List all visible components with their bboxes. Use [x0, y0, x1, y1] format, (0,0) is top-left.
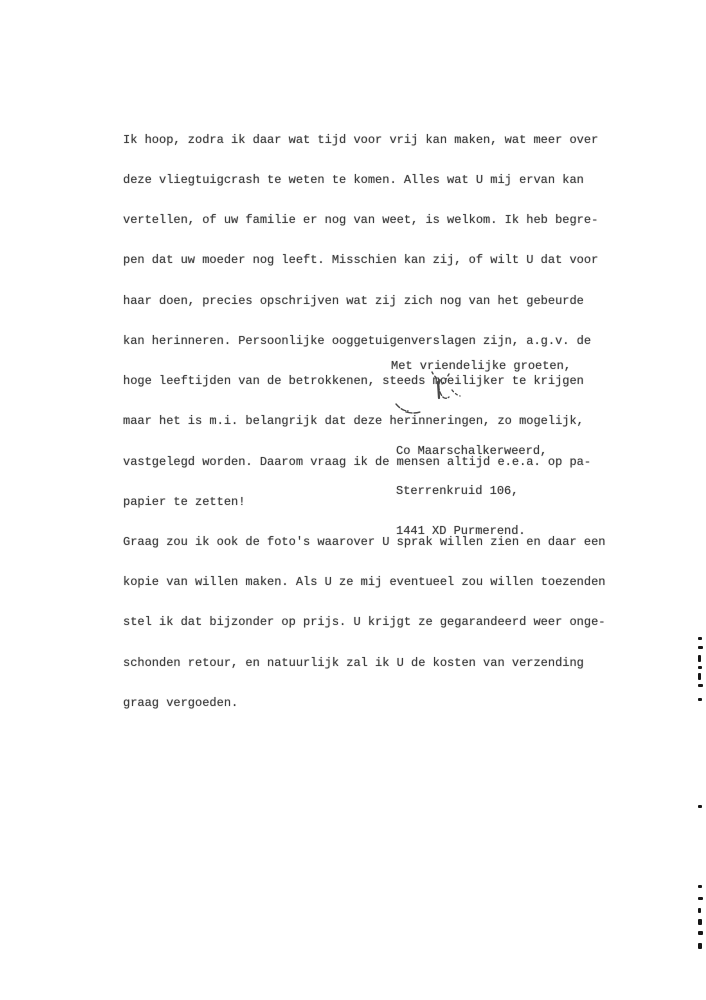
- sender-street: Sterrenkruid 106,: [396, 484, 519, 499]
- scan-artifact: [698, 655, 701, 662]
- body-line: Ik hoop, zodra ik daar wat tijd voor vrij kan maken, wat meer over: [123, 132, 599, 147]
- sender-address-block: [396, 418, 547, 565]
- body-line: deze vliegtuigcrash te weten te komen. Alles wat U mij ervan kan: [123, 173, 584, 188]
- closing-salutation: Met vriendelijke groeten,: [391, 359, 572, 373]
- body-line: kan herinneren. Persoonlijke ooggetuigenverslagen zijn, a.g.v. de: [123, 333, 592, 348]
- body-line: stel ik dat bijzonder op prijs. U krijgt ze gegarandeerd weer onge-: [123, 615, 606, 630]
- sender-name: Co Maarschalkerweerd,: [396, 443, 548, 458]
- body-line: papier te zetten!: [123, 494, 246, 509]
- scan-artifact: [698, 885, 702, 888]
- scan-artifact: [698, 637, 702, 640]
- scan-artifact: [698, 698, 702, 701]
- signature-mark: [394, 368, 474, 420]
- scan-artifact: [698, 646, 703, 649]
- sender-city: 1441 XD Purmerend.: [396, 524, 526, 539]
- body-line: Graag zou ik ook de foto's waarover U sprak willen zien en daar een: [123, 535, 606, 549]
- body-line: vastgelegd worden. Daarom vraag ik de mensen altijd e.e.a. op pa-: [123, 454, 592, 469]
- letter-body: [123, 107, 623, 737]
- scan-artifact: [698, 684, 703, 687]
- body-line: haar doen, precies opschrijven wat zij zich nog van het gebeurde: [123, 293, 584, 308]
- body-line: schonden retour, en natuurlijk zal ik U de kosten van verzending: [123, 655, 584, 670]
- body-line: kopie van willen maken. Als U ze mij eventueel zou willen toezenden: [123, 575, 606, 590]
- scan-artifact: [698, 908, 701, 913]
- scan-artifact: [698, 943, 702, 949]
- scan-artifact: [698, 805, 702, 808]
- scan-artifact: [698, 919, 702, 925]
- body-line: vertellen, of uw familie er nog van weet, is welkom. Ik heb begre-: [123, 213, 599, 228]
- body-line: maar het is m.i. belangrijk dat deze herinneringen, zo mogelijk,: [123, 414, 584, 429]
- body-line: pen dat uw moeder nog leeft. Misschien kan zij, of wilt U dat voor: [123, 253, 599, 268]
- scan-artifact: [698, 673, 701, 680]
- body-line: hoge leeftijden van de betrokkenen, steeds moeilijker te krijgen: [123, 374, 584, 389]
- scan-artifact: [698, 897, 703, 900]
- body-line: graag vergoeden.: [123, 695, 239, 710]
- scan-artifact: [698, 931, 703, 935]
- scan-artifact: [698, 666, 702, 669]
